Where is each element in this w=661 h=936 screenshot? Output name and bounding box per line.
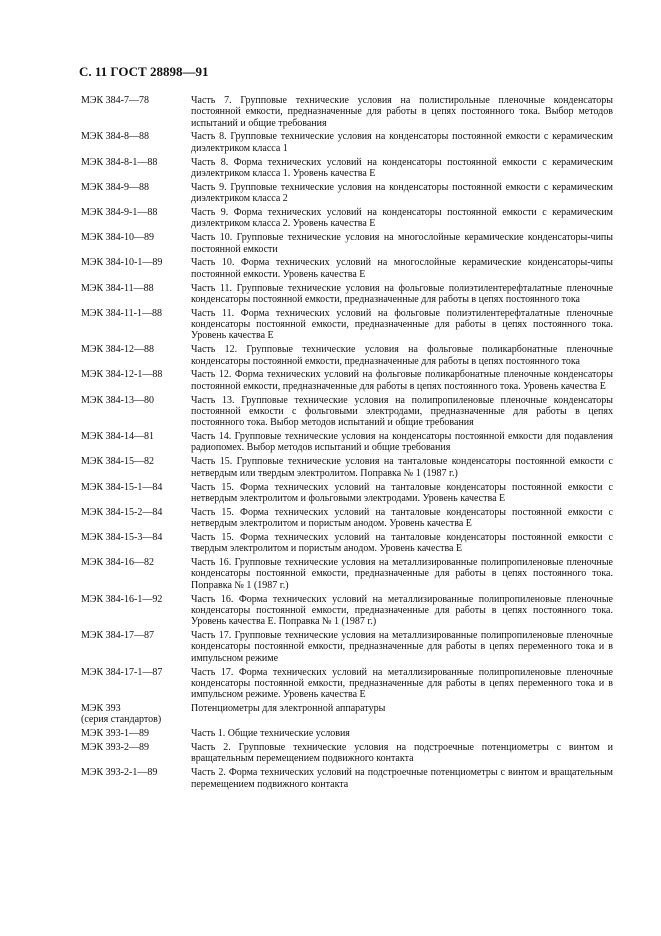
standard-code: МЭК 393-2-1—89 xyxy=(81,767,158,779)
standard-title: Часть 15. Групповые технические условия на танталовые конденсаторы постоянной емкости с нетвердым или твердым электролитом. Поправка № 1 (1987 г.) xyxy=(191,456,613,479)
list-item xyxy=(81,532,613,555)
standard-code: МЭК 393-1—89 xyxy=(81,728,149,740)
list-item xyxy=(81,728,613,739)
standard-title: Часть 12. Форма технических условий на фольговые поликарбонатные пленочные конденсаторы постоянной емкости, предназначенные для работы в цепях постоянного тока. Уровень качества Е xyxy=(191,369,613,392)
standard-code: МЭК 384-15—82 xyxy=(81,456,154,468)
standard-code: МЭК 384-10-1—89 xyxy=(81,257,163,269)
list-item xyxy=(81,507,613,530)
list-item xyxy=(81,369,613,392)
list-item xyxy=(81,431,613,454)
list-item xyxy=(81,742,613,765)
standard-code: МЭК 384-15-1—84 xyxy=(81,481,163,493)
standard-title: Часть 7. Групповые технические условия на полистирольные пленочные конденсаторы постоянной емкости, предназначенные для работы в цепях постоянного тока. Выбор методов испытаний и общие требования xyxy=(191,95,613,129)
standard-title: Часть 11. Групповые технические условия на фольговые полиэтилентерефталатные пленочные конденсаторы постоянной емкости, предназначенные для работы в цепях постоянного тока xyxy=(191,282,613,305)
standard-title: Часть 11. Форма технических условий на фольговые полиэтилентерефталатные пленочные конденсаторы постоянной емкости, предназначенные для работы в цепях постоянного тока. Уровень качества Е xyxy=(191,307,613,342)
list-item xyxy=(81,207,613,230)
standard-title: Часть 17. Форма технических условий на металлизированные полипропиленовые пленочные конденсаторы постоянной емкости, предназначенные для работы в цепях переменного тока и в импульсном режиме. Уровень качества Е xyxy=(191,666,613,701)
list-item xyxy=(81,157,613,180)
standard-title: Часть 8. Групповые технические условия на конденсаторы постоянной емкости с керамическим диэлектриком класса 1 xyxy=(191,131,613,154)
list-item xyxy=(81,308,613,342)
standard-title: Часть 9. Групповые технические условия на конденсаторы постоянной емкости с керамическим диэлектриком класса 2 xyxy=(191,181,613,205)
standard-code: МЭК 384-15-2—84 xyxy=(81,506,163,518)
standard-title: Часть 12. Групповые технические условия на фольговые поликарбонатные пленочные конденсаторы постоянной емкости, предназначенные для работы в цепях постоянного тока xyxy=(191,344,613,367)
page-header: С. 11 ГОСТ 28898—91 xyxy=(79,64,209,79)
list-item xyxy=(81,257,613,280)
standard-title: Часть 1. Общие технические условия xyxy=(191,728,350,740)
list-item xyxy=(81,131,613,154)
list-item xyxy=(81,482,613,505)
list-item xyxy=(81,456,613,479)
standard-code: МЭК 384-16-1—92 xyxy=(81,593,163,605)
standard-title: Часть 15. Форма технических условий на танталовые конденсаторы постоянной емкости с нетвердым электролитом и фольговыми электродами. Уровень качества Е xyxy=(191,481,613,504)
list-item xyxy=(81,557,613,591)
standard-code: МЭК 384-14—81 xyxy=(81,431,154,443)
standard-title: Часть 2. Форма технических условий на подстроечные потенциометры с винтом и вращательным перемещением подвижного контакта xyxy=(191,767,613,790)
standard-code: МЭК 384-8-1—88 xyxy=(81,156,158,168)
list-item xyxy=(81,232,613,255)
standard-code: МЭК 384-8—88 xyxy=(81,131,149,143)
standard-code: МЭК 384-11-1—88 xyxy=(81,307,162,319)
list-item xyxy=(81,182,613,205)
list-item xyxy=(81,95,613,129)
standard-code: МЭК 384-9—88 xyxy=(81,181,149,193)
list-item xyxy=(81,630,613,664)
standard-title: Часть 17. Групповые технические условия на металлизированные полипропиленовые пленочные конденсаторы постоянной емкости, предназначенные для работы в цепях переменного тока и в импульсном режиме xyxy=(191,630,613,664)
list-item xyxy=(81,703,613,726)
standard-code: МЭК 384-7—78 xyxy=(81,95,149,106)
standard-title: Часть 10. Форма технических условий на многослойные керамические конденсаторы-чипы постоянной емкости. Уровень качества Е xyxy=(191,257,613,280)
standard-title: Часть 15. Форма технических условий на танталовые конденсаторы постоянной емкости с нетвердым электролитом и пористым анодом. Уровень качества Е xyxy=(191,506,613,529)
standard-code: МЭК 384-16—82 xyxy=(81,557,154,569)
standard-code: МЭК 393-2—89 xyxy=(81,742,149,754)
standard-title: Часть 14. Групповые технические условия на конденсаторы постоянной емкости для подавления радиопомех. Выбор методов испытаний и общие требования xyxy=(191,431,613,454)
list-item xyxy=(81,767,613,790)
standard-title: Часть 10. Групповые технические условия на многослойные керамические конденсаторы-чипы постоянной емкости xyxy=(191,232,613,255)
standard-title: Часть 16. Форма технических условий на металлизированные полипропиленовые пленочные конденсаторы постоянной емкости, предназначенные для работы в цепях постоянного тока. Уровень качества Е. Поправка № 1 (1987 г.) xyxy=(191,593,613,628)
standard-code: МЭК 384-9-1—88 xyxy=(81,207,158,219)
standard-code: МЭК 384-10—89 xyxy=(81,232,154,244)
standard-title: Потенциометры для электронной аппаратуры xyxy=(191,703,386,715)
standard-code: МЭК 384-11—88 xyxy=(81,282,154,294)
standard-code: МЭК 384-12-1—88 xyxy=(81,369,163,381)
standard-code: МЭК 384-12—88 xyxy=(81,344,154,356)
standards-list xyxy=(81,95,613,792)
standard-title: Часть 9. Форма технических условий на конденсаторы постоянной емкости с керамическим диэлектриком класса 2. Уровень качества Е xyxy=(191,207,613,230)
standard-title: Часть 15. Форма технических условий на танталовые конденсаторы постоянной емкости с твердым электролитом и пористым анодом. Уровень качества Е xyxy=(191,531,613,555)
standard-title: Часть 13. Групповые технические условия на полипропиленовые пленочные конденсаторы постоянной емкости с фольговыми электродами, предназначенные для работы в цепях постоянного тока. Выбор методов испытаний и общие требования xyxy=(191,394,613,429)
list-item xyxy=(81,667,613,701)
list-item xyxy=(81,395,613,429)
standard-code: МЭК 393 (серия стандартов) xyxy=(81,703,162,726)
list-item xyxy=(81,283,613,306)
standard-title: Часть 16. Групповые технические условия на металлизированные полипропиленовые пленочные конденсаторы постоянной емкости, предназначенные для работы в цепях постоянного тока. Поправка № 1 (1987 г.) xyxy=(191,557,613,591)
standard-code: МЭК 384-13—80 xyxy=(81,394,154,406)
standard-code: МЭК 384-17-1—87 xyxy=(81,666,163,678)
standard-code: МЭК 384-15-3—84 xyxy=(81,531,163,543)
standard-title: Часть 2. Групповые технические условия на подстроечные потенциометры с винтом и вращательным перемещением подвижного контакта xyxy=(191,742,613,765)
list-item xyxy=(81,594,613,628)
standard-code: МЭК 384-17—87 xyxy=(81,630,154,642)
standard-title: Часть 8. Форма технических условий на конденсаторы постоянной емкости с керамическим диэлектриком класса 1. Уровень качества Е xyxy=(191,156,613,179)
list-item xyxy=(81,344,613,367)
